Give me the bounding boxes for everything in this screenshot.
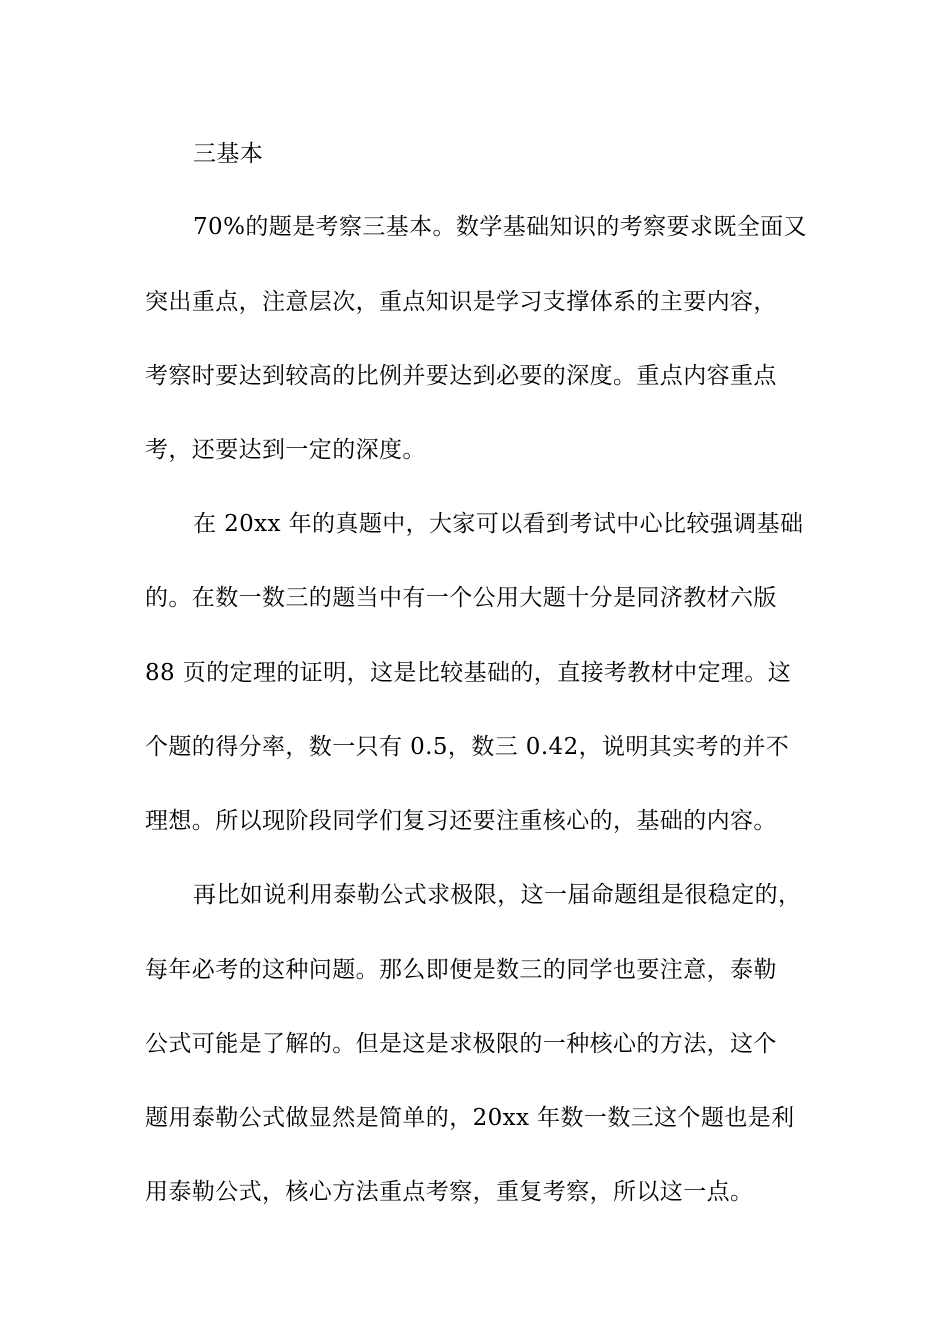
paragraph-line: 公式可能是了解的。但是这是求极限的一种核心的方法，这个 xyxy=(145,1031,777,1057)
paragraph-line: 考，还要达到一定的深度。 xyxy=(145,437,426,463)
paragraph-line: 考察时要达到较高的比例并要达到必要的深度。重点内容重点 xyxy=(145,363,777,389)
section-heading: 三基本 xyxy=(193,141,264,167)
paragraph-line: 用泰勒公式，核心方法重点考察，重复考察，所以这一点。 xyxy=(145,1179,754,1205)
paragraph-line: 理想。所以现阶段同学们复习还要注重核心的，基础的内容。 xyxy=(145,808,777,834)
paragraph-line: 88 页的定理的证明，这是比较基础的，直接考教材中定理。这 xyxy=(145,660,792,686)
paragraph-line: 每年必考的这种问题。那么即便是数三的同学也要注意，泰勒 xyxy=(145,957,777,983)
paragraph-line: 的。在数一数三的题当中有一个公用大题十分是同济教材六版 xyxy=(145,585,777,611)
paragraph-line: 个题的得分率，数一只有 0.5，数三 0.42，说明其实考的并不 xyxy=(145,734,790,760)
paragraph-line: 再比如说利用泰勒公式求极限，这一届命题组是很稳定的， xyxy=(193,882,802,908)
paragraph-line: 题用泰勒公式做显然是简单的，20xx 年数一数三这个题也是利 xyxy=(145,1105,795,1131)
paragraph-line: 突出重点，注意层次，重点知识是学习支撑体系的主要内容， xyxy=(145,289,777,315)
paragraph-line: 70%的题是考察三基本。数学基础知识的考察要求既全面又 xyxy=(193,214,807,240)
paragraph-line: 在 20xx 年的真题中，大家可以看到考试中心比较强调基础 xyxy=(193,511,804,537)
